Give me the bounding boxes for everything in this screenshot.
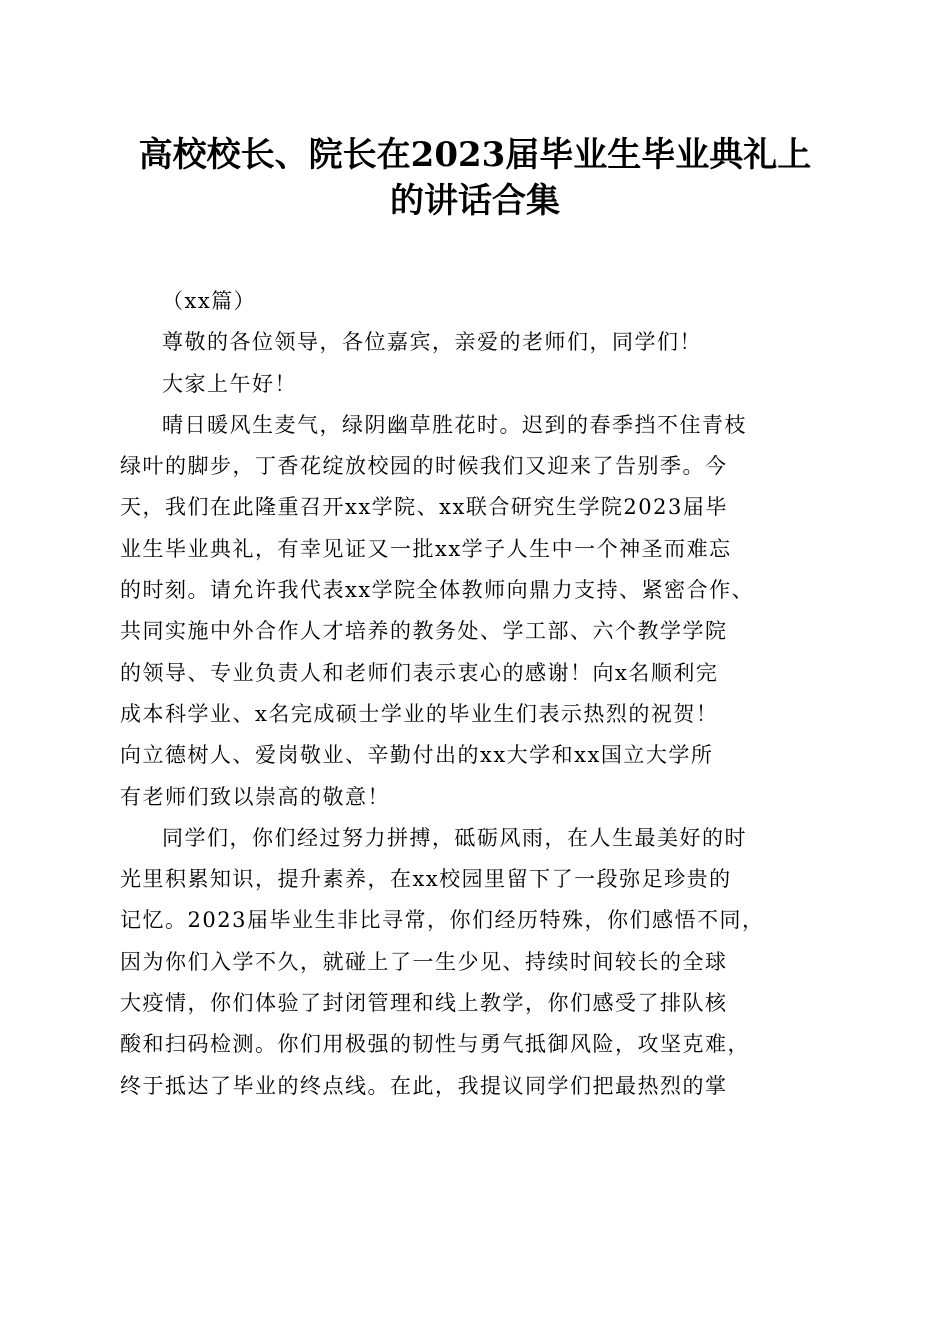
document-title bbox=[90, 132, 860, 224]
paragraph-line: 光里积累知识，提升素养，在xx校园里留下了一段弥足珍贵的 bbox=[120, 867, 732, 892]
title-line: 高校校长、院长在2023届毕业生毕业典礼上 bbox=[138, 135, 812, 175]
section-note: （xx篇） bbox=[162, 289, 257, 313]
paragraph-line: 成本科学业、x名完成硕士学业的毕业生们表示热烈的祝贺！ bbox=[120, 701, 719, 726]
paragraph-line: 向立德树人、爱岗敬业、辛勤付出的xx大学和xx国立大学所 bbox=[120, 743, 714, 768]
paragraph-line: 记忆。2023届毕业生非比寻常，你们经历特殊，你们感悟不同， bbox=[120, 908, 765, 933]
paragraph-line: 的时刻。请允许我代表xx学院全体教师向鼎力支持、紧密合作、 bbox=[120, 578, 755, 603]
paragraph-line: 酸和扫码检测。你们用极强的韧性与勇气抵御风险，攻坚克难， bbox=[120, 1032, 750, 1057]
salutation: 尊敬的各位领导，各位嘉宾，亲爱的老师们，同学们！ bbox=[162, 330, 702, 355]
paragraph-line: 业生毕业典礼，有幸见证又一批xx学子人生中一个神圣而难忘 bbox=[120, 536, 732, 561]
paragraph-line: 的领导、专业负责人和老师们表示衷心的感谢！向x名顺利完 bbox=[120, 660, 719, 685]
document-body bbox=[120, 281, 832, 1107]
paragraph-line: 共同实施中外合作人才培养的教务处、学工部、六个教学学院 bbox=[120, 619, 728, 644]
paragraph-line: 同学们，你们经过努力拼搏，砥砺风雨，在人生最美好的时 bbox=[162, 825, 747, 850]
greeting: 大家上午好！ bbox=[162, 371, 297, 396]
paragraph-line: 绿叶的脚步，丁香花绽放校园的时候我们又迎来了告别季。今 bbox=[120, 454, 728, 479]
paragraph-line: 因为你们入学不久，就碰上了一生少见、持续时间较长的全球 bbox=[120, 949, 728, 974]
paragraph-line: 终于抵达了毕业的终点线。在此，我提议同学们把最热烈的掌 bbox=[120, 1073, 728, 1098]
title-line: 的讲话合集 bbox=[390, 181, 560, 221]
paragraph-line: 有老师们致以崇高的敬意！ bbox=[120, 784, 390, 809]
paragraph-line: 天，我们在此隆重召开xx学院、xx联合研究生学院2023届毕 bbox=[120, 495, 728, 520]
paragraph-line: 晴日暖风生麦气，绿阴幽草胜花时。迟到的春季挡不住青枝 bbox=[162, 412, 747, 437]
paragraph-line: 大疫情，你们体验了封闭管理和线上教学，你们感受了排队核 bbox=[120, 991, 728, 1016]
